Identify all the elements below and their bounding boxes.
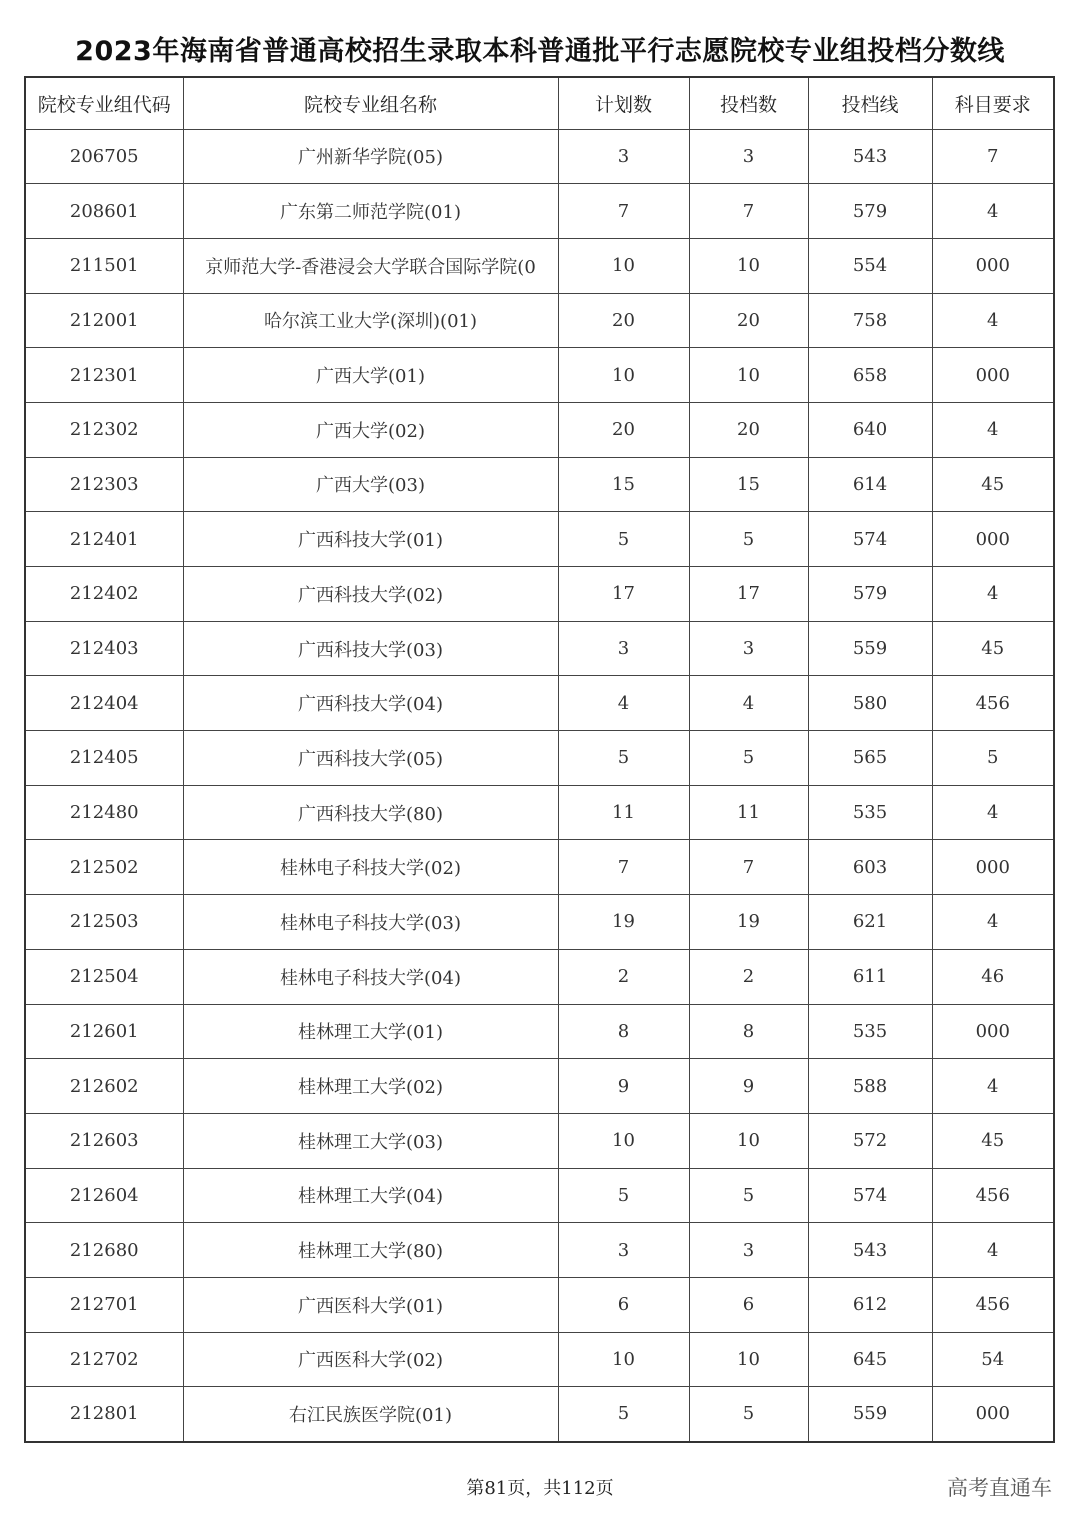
- group-code-cell: 212601: [25, 1004, 183, 1059]
- group-name-cell: 广东第二师范学院(01): [183, 184, 558, 239]
- plan-count-cell: 20: [558, 402, 689, 457]
- group-name-cell: 桂林理工大学(02): [183, 1059, 558, 1114]
- table-row: [25, 1059, 1054, 1114]
- group-code-cell: 212403: [25, 621, 183, 676]
- group-code-cell: 212604: [25, 1168, 183, 1223]
- cutoff-score-cell: 611: [808, 949, 932, 1004]
- group-name-cell: 广西医科大学(01): [183, 1277, 558, 1332]
- subject-requirement-cell: 000: [932, 512, 1054, 567]
- group-code-cell: 206705: [25, 129, 183, 184]
- group-name-cell: 广西科技大学(05): [183, 731, 558, 786]
- cutoff-score-cell: 645: [808, 1332, 932, 1387]
- group-name-cell: 广西科技大学(80): [183, 785, 558, 840]
- subject-requirement-cell: 456: [932, 676, 1054, 731]
- submitted-count-cell: 3: [689, 129, 808, 184]
- group-code-cell: 212602: [25, 1059, 183, 1114]
- plan-count-cell: 3: [558, 1223, 689, 1278]
- group-name-cell: 桂林电子科技大学(02): [183, 840, 558, 895]
- header-subject-requirement: 科目要求: [932, 77, 1054, 129]
- cutoff-score-cell: 758: [808, 293, 932, 348]
- cutoff-score-cell: 543: [808, 129, 932, 184]
- subject-requirement-cell: 54: [932, 1332, 1054, 1387]
- table-row: [25, 348, 1054, 403]
- submitted-count-cell: 19: [689, 895, 808, 950]
- group-code-cell: 212301: [25, 348, 183, 403]
- subject-requirement-cell: 4: [932, 785, 1054, 840]
- group-code-cell: 212503: [25, 895, 183, 950]
- page-title: 2023年海南省普通高校招生录取本科普通批平行志愿院校专业组投档分数线: [75, 36, 1005, 67]
- group-name-cell: 桂林理工大学(04): [183, 1168, 558, 1223]
- group-code-cell: 212680: [25, 1223, 183, 1278]
- group-name-cell: 广西科技大学(03): [183, 621, 558, 676]
- submitted-count-cell: 5: [689, 1387, 808, 1442]
- cutoff-score-cell: 574: [808, 512, 932, 567]
- subject-requirement-cell: 45: [932, 457, 1054, 512]
- group-name-cell: 广西医科大学(02): [183, 1332, 558, 1387]
- submitted-count-cell: 7: [689, 840, 808, 895]
- plan-count-cell: 3: [558, 129, 689, 184]
- table-row: [25, 785, 1054, 840]
- subject-requirement-cell: 5: [932, 731, 1054, 786]
- subject-requirement-cell: 46: [932, 949, 1054, 1004]
- group-name-cell: 桂林理工大学(80): [183, 1223, 558, 1278]
- submitted-count-cell: 5: [689, 731, 808, 786]
- submitted-count-cell: 6: [689, 1277, 808, 1332]
- group-code-cell: 212702: [25, 1332, 183, 1387]
- submitted-count-cell: 10: [689, 1113, 808, 1168]
- plan-count-cell: 5: [558, 1387, 689, 1442]
- subject-requirement-cell: 4: [932, 402, 1054, 457]
- plan-count-cell: 7: [558, 840, 689, 895]
- plan-count-cell: 19: [558, 895, 689, 950]
- cutoff-score-cell: 640: [808, 402, 932, 457]
- group-code-cell: 212405: [25, 731, 183, 786]
- header-plan-count: 计划数: [558, 77, 689, 129]
- cutoff-score-cell: 579: [808, 567, 932, 622]
- group-code-cell: 212001: [25, 293, 183, 348]
- table-row: [25, 512, 1054, 567]
- group-code-cell: 212402: [25, 567, 183, 622]
- group-code-cell: 212603: [25, 1113, 183, 1168]
- subject-requirement-cell: 000: [932, 348, 1054, 403]
- subject-requirement-cell: 4: [932, 1223, 1054, 1278]
- table-row: [25, 1113, 1054, 1168]
- plan-count-cell: 4: [558, 676, 689, 731]
- table-row: [25, 567, 1054, 622]
- subject-requirement-cell: 45: [932, 621, 1054, 676]
- plan-count-cell: 9: [558, 1059, 689, 1114]
- table-row: [25, 621, 1054, 676]
- group-code-cell: 212302: [25, 402, 183, 457]
- subject-requirement-cell: 456: [932, 1277, 1054, 1332]
- subject-requirement-cell: 4: [932, 184, 1054, 239]
- group-name-cell: 广西大学(02): [183, 402, 558, 457]
- subject-requirement-cell: 4: [932, 293, 1054, 348]
- group-name-cell: 广西科技大学(04): [183, 676, 558, 731]
- plan-count-cell: 11: [558, 785, 689, 840]
- cutoff-score-cell: 612: [808, 1277, 932, 1332]
- group-code-cell: 212701: [25, 1277, 183, 1332]
- submitted-count-cell: 5: [689, 1168, 808, 1223]
- submitted-count-cell: 10: [689, 348, 808, 403]
- group-code-cell: 212801: [25, 1387, 183, 1442]
- submitted-count-cell: 11: [689, 785, 808, 840]
- submitted-count-cell: 8: [689, 1004, 808, 1059]
- group-code-cell: 212504: [25, 949, 183, 1004]
- submitted-count-cell: 20: [689, 402, 808, 457]
- submitted-count-cell: 9: [689, 1059, 808, 1114]
- group-name-cell: 广西科技大学(02): [183, 567, 558, 622]
- subject-requirement-cell: 000: [932, 1387, 1054, 1442]
- table-row: [25, 840, 1054, 895]
- table-row: [25, 1277, 1054, 1332]
- subject-requirement-cell: 456: [932, 1168, 1054, 1223]
- group-name-cell: 桂林理工大学(01): [183, 1004, 558, 1059]
- group-code-cell: 212502: [25, 840, 183, 895]
- header-group-code: 院校专业组代码: [25, 77, 183, 129]
- plan-count-cell: 5: [558, 512, 689, 567]
- cutoff-score-cell: 559: [808, 1387, 932, 1442]
- table-body: [25, 129, 1054, 1442]
- cutoff-score-cell: 588: [808, 1059, 932, 1114]
- group-name-cell: 桂林电子科技大学(03): [183, 895, 558, 950]
- plan-count-cell: 10: [558, 1332, 689, 1387]
- plan-count-cell: 2: [558, 949, 689, 1004]
- group-code-cell: 212401: [25, 512, 183, 567]
- plan-count-cell: 10: [558, 238, 689, 293]
- subject-requirement-cell: 000: [932, 1004, 1054, 1059]
- table-row: [25, 1332, 1054, 1387]
- plan-count-cell: 10: [558, 1113, 689, 1168]
- table-row: [25, 238, 1054, 293]
- cutoff-score-cell: 535: [808, 1004, 932, 1059]
- header-group-name: 院校专业组名称: [183, 77, 558, 129]
- subject-requirement-cell: 4: [932, 895, 1054, 950]
- group-code-cell: 212404: [25, 676, 183, 731]
- table-row: [25, 1168, 1054, 1223]
- table-row: [25, 949, 1054, 1004]
- group-code-cell: 211501: [25, 238, 183, 293]
- table-row: [25, 1223, 1054, 1278]
- plan-count-cell: 10: [558, 348, 689, 403]
- subject-requirement-cell: 7: [932, 129, 1054, 184]
- submitted-count-cell: 5: [689, 512, 808, 567]
- table-row: [25, 129, 1054, 184]
- group-name-cell: 右江民族医学院(01): [183, 1387, 558, 1442]
- plan-count-cell: 5: [558, 731, 689, 786]
- table-row: [25, 457, 1054, 512]
- group-name-cell: 桂林理工大学(03): [183, 1113, 558, 1168]
- table-row: [25, 895, 1054, 950]
- cutoff-score-cell: 565: [808, 731, 932, 786]
- cutoff-score-cell: 579: [808, 184, 932, 239]
- group-name-cell: 广西大学(03): [183, 457, 558, 512]
- submitted-count-cell: 3: [689, 621, 808, 676]
- submitted-count-cell: 15: [689, 457, 808, 512]
- subject-requirement-cell: 45: [932, 1113, 1054, 1168]
- table-header-row: [25, 77, 1054, 129]
- cutoff-score-cell: 554: [808, 238, 932, 293]
- cutoff-score-cell: 658: [808, 348, 932, 403]
- submitted-count-cell: 17: [689, 567, 808, 622]
- cutoff-score-cell: 572: [808, 1113, 932, 1168]
- plan-count-cell: 5: [558, 1168, 689, 1223]
- table-row: [25, 676, 1054, 731]
- group-code-cell: 212480: [25, 785, 183, 840]
- group-name-cell: 哈尔滨工业大学(深圳)(01): [183, 293, 558, 348]
- table-row: [25, 1387, 1054, 1442]
- cutoff-score-cell: 535: [808, 785, 932, 840]
- table-row: [25, 731, 1054, 786]
- cutoff-score-cell: 580: [808, 676, 932, 731]
- group-name-cell: 桂林电子科技大学(04): [183, 949, 558, 1004]
- plan-count-cell: 17: [558, 567, 689, 622]
- table-row: [25, 402, 1054, 457]
- group-name-cell: 广西大学(01): [183, 348, 558, 403]
- plan-count-cell: 8: [558, 1004, 689, 1059]
- cutoff-score-cell: 603: [808, 840, 932, 895]
- submitted-count-cell: 10: [689, 1332, 808, 1387]
- subject-requirement-cell: 4: [932, 567, 1054, 622]
- subject-requirement-cell: 000: [932, 238, 1054, 293]
- submitted-count-cell: 2: [689, 949, 808, 1004]
- plan-count-cell: 7: [558, 184, 689, 239]
- submitted-count-cell: 10: [689, 238, 808, 293]
- submitted-count-cell: 3: [689, 1223, 808, 1278]
- plan-count-cell: 6: [558, 1277, 689, 1332]
- group-name-cell: 广州新华学院(05): [183, 129, 558, 184]
- cutoff-score-cell: 559: [808, 621, 932, 676]
- subject-requirement-cell: 000: [932, 840, 1054, 895]
- header-cutoff-score: 投档线: [808, 77, 932, 129]
- group-name-cell: 广西科技大学(01): [183, 512, 558, 567]
- cutoff-score-cell: 614: [808, 457, 932, 512]
- table-row: [25, 293, 1054, 348]
- subject-requirement-cell: 4: [932, 1059, 1054, 1114]
- cutoff-score-cell: 574: [808, 1168, 932, 1223]
- header-submitted-count: 投档数: [689, 77, 808, 129]
- submitted-count-cell: 7: [689, 184, 808, 239]
- table-row: [25, 184, 1054, 239]
- group-code-cell: 212303: [25, 457, 183, 512]
- plan-count-cell: 15: [558, 457, 689, 512]
- table-row: [25, 1004, 1054, 1059]
- plan-count-cell: 3: [558, 621, 689, 676]
- submitted-count-cell: 20: [689, 293, 808, 348]
- cutoff-score-cell: 543: [808, 1223, 932, 1278]
- cutoff-score-cell: 621: [808, 895, 932, 950]
- plan-count-cell: 20: [558, 293, 689, 348]
- group-code-cell: 208601: [25, 184, 183, 239]
- group-name-cell: 京师范大学-香港浸会大学联合国际学院(0: [183, 238, 558, 293]
- watermark: 高考直通车: [947, 1476, 1052, 1500]
- page-number: 第81页，共112页: [466, 1478, 614, 1499]
- submitted-count-cell: 4: [689, 676, 808, 731]
- admission-score-table: [24, 76, 1055, 1443]
